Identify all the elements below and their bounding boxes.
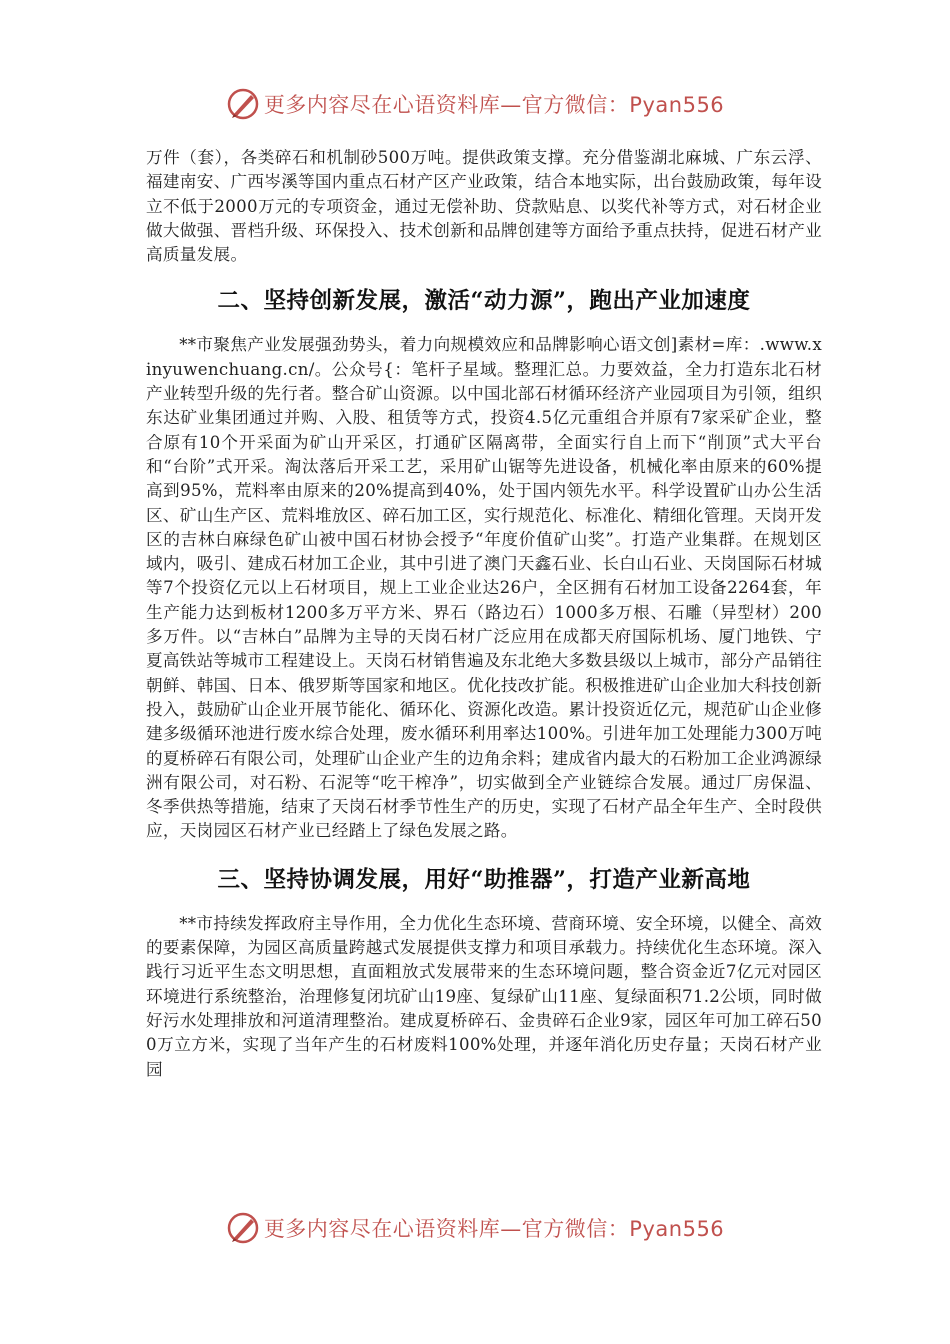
header-banner-text: 更多内容尽在心语资料库—官方微信：Pyan556: [263, 93, 725, 117]
pen-logo-icon: [226, 87, 260, 121]
section-heading: 二、坚持创新发展，激活“动力源”，跑出产业加速度: [217, 288, 751, 315]
pen-logo-icon: [226, 1211, 260, 1245]
header-banner: [0, 84, 950, 124]
document-body: [146, 146, 822, 1082]
paragraph: **市持续发挥政府主导作用，全力优化生态环境、营商环境、安全环境，以健全、高效的要素保障，为园区高质量跨越式发展提供支撑力和项目承载力。持续优化生态环境。深入践行习近平生态文明思想，直面粗放式发展带来的生态环境问题，整合资金近7亿元对园区环境进行系统整治，治理修复闭坑矿山19座、复绿矿山11座、复绿面积71.2公顷，同时做好污水处理排放和河道清理整治。建成夏桥碎石、金贵碎石企业9家，园区年可加工碎石500万立方米，实现了当年产生的石材废料100%处理，并逐年消化历史存量；天岗石材产业园: [146, 913, 822, 1079]
paragraph: 万件（套），各类碎石和机制砂500万吨。提供政策支撑。充分借鉴湖北麻城、广东云浮、福建南安、广西岑溪等国内重点石材产区产业政策，结合本地实际，出台鼓励政策，每年设立不低于2000万元的专项资金，通过无偿补助、贷款贴息、以奖代补等方式，对石材企业做大做强、晋档升级、环保投入、技术创新和品牌创建等方面给予重点扶持，促进石材产业高质量发展。: [146, 148, 822, 265]
paragraph: **市聚焦产业发展强劲势头，着力向规模效应和品牌影响心语文创]素材=库：.www.xinyuwenchuang.cn/。公众号{：笔杆子星域。整理汇总。力要效益，全力打造东北石材产业转型升级的先行者。整合矿山资源。以中国北部石材循环经济产业园项目为引领，组织东达矿业集团通过并购、入股、租赁等方式，投资4.5亿元重组合并原有7家采矿企业，整合原有10个开采面为矿山开采区，打通矿区隔离带，全面实行自上而下“削顶”式大平台和“台阶”式开采。淘汰落后开采工艺，采用矿山锯等先进设备，机械化率由原来的60%提高到95%，荒料率由原来的20%提高到40%，处于国内领先水平。科学设置矿山办公生活区、矿山生产区、荒料堆放区、碎石加工区，实行规范化、标准化、精细化管理。天岗开发区的吉林白麻绿色矿山被中国石材协会授予“年度价值矿山奖”。打造产业集群。在规划区域内，吸引、建成石材加工企业，其中引进了澳门天鑫石业、长白山石业、天岗国际石材城等7个投资亿元以上石材项目，规上工业企业达26户，全区拥有石材加工设备2264套，年生产能力达到板材1200多万平方米、界石（路边石）1000多万根、石雕（异型材）200多万件。以“吉林白”品牌为主导的天岗石材广泛应用在成都天府国际机场、厦门地铁、宁夏高铁站等城市工程建设上。天岗石材销售遍及东北绝大多数县级以上城市，部分产品销往朝鲜、韩国、日本、俄罗斯等国家和地区。优化技改扩能。积极推进矿山企业加大科技创新投入，鼓励矿山企业开展节能化、循环化、资源化改造。累计投资近亿元，规范矿山企业修建多级循环池进行废水综合处理，废水循环利用率达100%。引进年加工处理能力300万吨的夏桥碎石有限公司，处理矿山企业产生的边角余料；建成省内最大的石粉加工企业鸿源绿洲有限公司，对石粉、石泥等“吃干榨净”，切实做到全产业链综合发展。通过厂房保温、冬季供热等措施，结束了天岗石材季节性生产的历史，实现了石材产品全年生产、全时段供应，天岗园区石材产业已经踏上了绿色发展之路。: [146, 335, 822, 841]
footer-banner-text: 更多内容尽在心语资料库—官方微信：Pyan556: [263, 1217, 725, 1241]
section-heading: 三、坚持协调发展，用好“助推器”，打造产业新高地: [217, 866, 751, 893]
footer-banner: [0, 1208, 950, 1248]
